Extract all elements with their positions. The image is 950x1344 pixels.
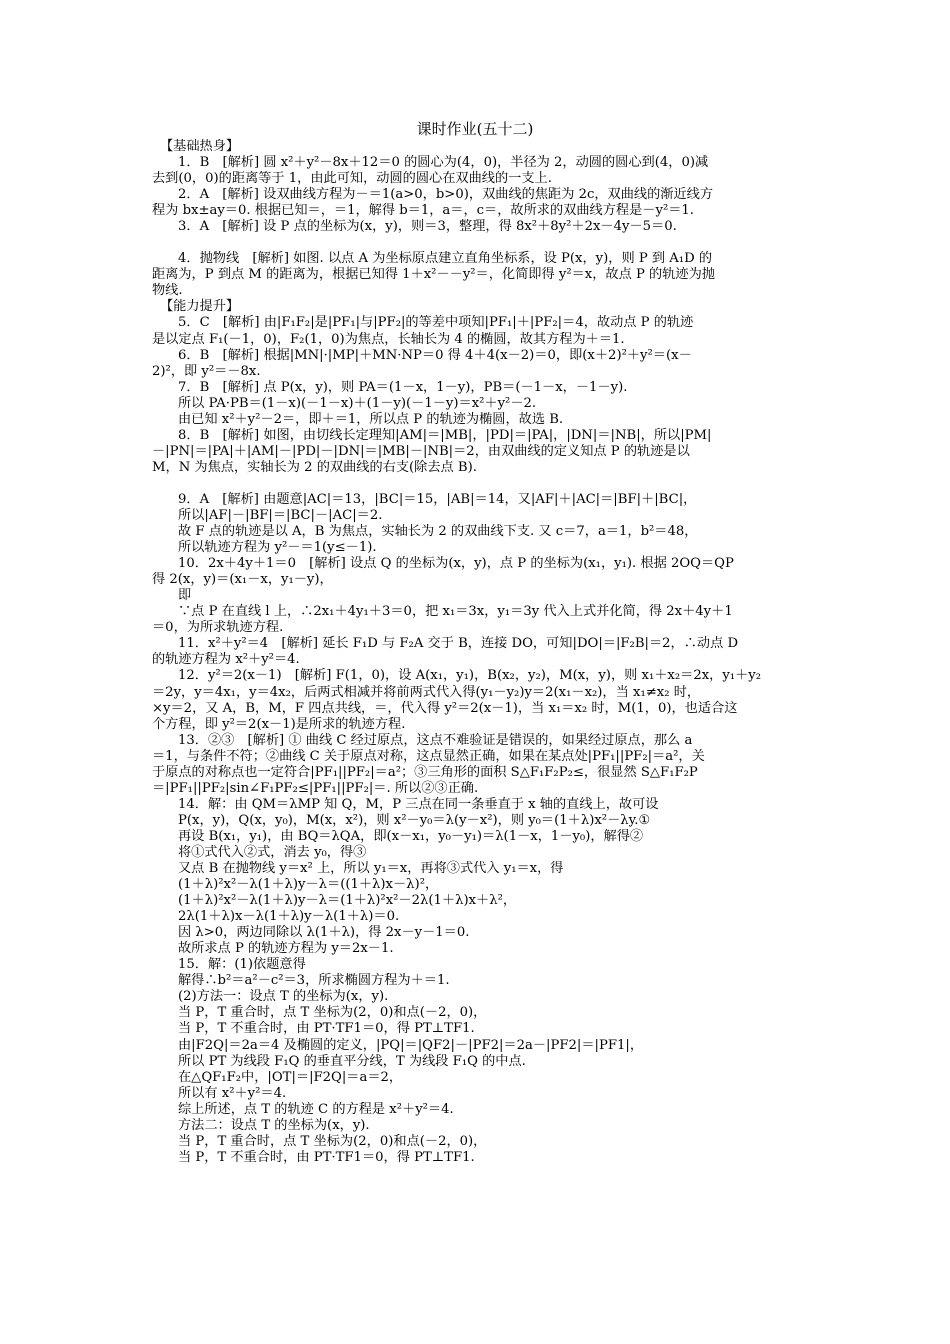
text-line: 程为 bx±ay＝0. 根据已知＝，＝1，解得 b＝1，a＝，c＝，故所求的双曲线方程是－y²＝1.: [152, 203, 694, 219]
text-line: 当 P，T 不重合时，由 PT·TF1＝0，得 PT⊥TF1.: [178, 1149, 475, 1165]
text-line: 3．A [解析] 设 P 点的坐标为(x，y)，则＝3，整理，得 8x²＋8y²＋2x－4y－5＝0.: [178, 219, 677, 235]
text-line: 8．B [解析] 如图，由切线长定理知|AM|＝|MB|，|PD|＝|PA|，|DN|＝|NB|，所以|PM|: [178, 427, 712, 443]
text-line: 2λ(1＋λ)x－λ(1＋λ)y－λ(1＋λ)＝0.: [178, 909, 400, 925]
text-line: 是以定点 F₁(－1，0)，F₂(1，0)为焦点，长轴长为 4 的椭圆，故其方程为＋＝1.: [152, 331, 625, 347]
text-line: (2)方法一：设点 T 的坐标为(x，y).: [178, 989, 389, 1005]
text-line: 在△QF₁F₂中，|OT|＝|F2Q|＝a＝2，: [178, 1069, 403, 1085]
text-line: －|PN|＝|PA|＋|AM|－|PD|－|DN|＝|MB|－|NB|＝2，由双曲线的定义知点 P 的轨迹是以: [152, 443, 690, 459]
text-line: 将①式代入②式，消去 y₀，得③: [178, 844, 367, 860]
text-line: 10．2x＋4y＋1＝0 [解析] 设点 Q 的坐标为(x，y)，点 P 的坐标为(x₁，y₁). 根据 2OQ＝QP: [178, 556, 734, 572]
text-line: ＝|PF₁||PF₂|sin∠F₁PF₂≤|PF₁||PF₂|＝. 所以②③正确.: [152, 780, 479, 796]
section-heading-advanced: 【能力提升】: [160, 299, 240, 315]
text-line: ＝2y，y＝4x₁，y＝4x₂，后两式相减并将前两式代入得(y₁－y₂)y＝2(x₁－x₂)，当 x₁≠x₂ 时，: [152, 684, 701, 700]
text-line: M，N 为焦点，实轴长为 2 的双曲线的右支(除去点 B).: [152, 459, 477, 475]
text-line: 2)²，即 y²＝－8x.: [152, 363, 261, 379]
text-line: 14．解：由 QM＝λMP 知 Q，M，P 三点在同一条垂直于 x 轴的直线上，故可设: [178, 796, 659, 812]
text-line: ＝0，为所求轨迹方程.: [152, 620, 284, 636]
spacer: [152, 235, 812, 251]
text-line: 12．y²＝2(x－1) [解析] F(1，0)，设 A(x₁，y₁)，B(x₂，y₂)，M(x，y)，则 x₁＋x₂＝2x，y₁＋y₂: [178, 668, 762, 684]
text-line: 当 P，T 不重合时，由 PT·TF1＝0，得 PT⊥TF1.: [178, 1021, 475, 1037]
text-line: 当 P，T 重合时，点 T 坐标为(2，0)和点(－2，0)，: [178, 1005, 487, 1021]
text-line: 个方程，即 y²＝2(x－1)是所求的轨迹方程.: [152, 716, 406, 732]
text-line: 距离为，P 到点 M 的距离为，根据已知得 1＋x²－－y²＝，化简即得 y²＝x，故点 P 的轨迹为抛: [152, 267, 715, 283]
text-line: 6．B [解析] 根据|MN|·|MP|＋MN·NP＝0 得 4＋4(x－2)＝0，即(x＋2)²＋y²＝(x－: [178, 347, 692, 363]
text-line: (1＋λ)²x²－λ(1＋λ)y－λ＝((1＋λ)x－λ)²，: [178, 877, 439, 893]
answer-content: [152, 139, 812, 1166]
text-line: 故 F 点的轨迹是以 A，B 为焦点，实轴长为 2 的双曲线下支. 又 c＝7，a＝1，b²＝48，: [178, 524, 698, 540]
text-line: (1＋λ)²x²－λ(1＋λ)y－λ＝(1＋λ)²x²－2λ(1＋λ)x＋λ²，: [178, 893, 517, 909]
text-line: 9．A [解析] 由题意|AC|＝13，|BC|＝15，|AB|＝14，又|AF|＋|AC|＝|BF|＋|BC|，: [178, 491, 697, 507]
text-line: 由|F2Q|＝2a＝4 及椭圆的定义，|PQ|＝|QF2|－|PF2|＝2a－|PF2|＝|PF1|，: [178, 1037, 644, 1053]
text-line: 11．x²＋y²＝4 [解析] 延长 F₁D 与 F₂A 交于 B，连接 DO，可知|DO|＝|F₂B|＝2，∴动点 D: [178, 636, 739, 652]
text-line: 于原点的对称点也一定符合|PF₁||PF₂|＝a²；③三角形的面积 S△F₁F₂P₂≤，很显然 S△F₁F₂P: [152, 764, 698, 780]
text-line: 故所求点 P 的轨迹方程为 y＝2x－1.: [178, 941, 394, 957]
text-line: 1．B [解析] 圆 x²＋y²－8x＋12＝0 的圆心为(4，0)，半径为 2，动圆的圆心到(4，0)减: [178, 155, 709, 171]
text-line: 即: [178, 588, 192, 604]
text-line: P(x，y)，Q(x，y₀)，M(x，x²)，则 x²－y₀＝λ(y－x²)，则 y₀＝(1＋λ)x²－λy.①: [178, 812, 651, 828]
text-line: 15．解：(1)依题意得: [178, 957, 306, 973]
text-line: 再设 B(x₁，y₁)，由 BQ＝λQA，即(x－x₁，y₀－y₁)＝λ(1－x，1－y₀)，解得②: [178, 828, 644, 844]
text-line: 2．A [解析] 设双曲线方程为－＝1(a>0，b>0)，双曲线的焦距为 2c，双曲线的渐近线方: [178, 187, 714, 203]
text-line: ∵点 P 在直线 l 上，∴2x₁＋4y₁＋3＝0，把 x₁＝3x，y₁＝3y 代入上式并化简，得 2x＋4y＋1: [178, 604, 733, 620]
text-line: 4．抛物线 [解析] 如图. 以点 A 为坐标原点建立直角坐标系，设 P(x，y)，则 P 到 A₁D 的: [178, 251, 713, 267]
text-line: 物线.: [152, 283, 183, 299]
text-line: 又点 B 在抛物线 y＝x² 上，所以 y₁＝x，再将③式代入 y₁＝x，得: [178, 861, 564, 877]
section-heading-basic: 【基础热身】: [160, 139, 240, 154]
text-line: 所以 PT 为线段 F₁Q 的垂直平分线，T 为线段 F₁Q 的中点.: [178, 1053, 526, 1069]
text-line: 去到(0，0)的距离等于 1，由此可知，动圆的圆心在双曲线的一支上.: [152, 171, 552, 187]
text-line: 13．②③ [解析] ① 曲线 C 经过原点，这点不难验证是错误的，如果经过原点，那么 a: [178, 732, 693, 748]
text-line: 所以有 x²＋y²＝4.: [178, 1085, 287, 1101]
text-line: ＝1，与条件不符；②曲线 C 关于原点对称，这点显然正确，如果在某点处|PF₁||PF₂|＝a²，关: [152, 748, 705, 764]
text-line: 综上所述，点 T 的轨迹 C 的方程是 x²＋y²＝4.: [178, 1101, 454, 1117]
text-line: ×y＝2，又 A，B，M，F 四点共线，＝，代入得 y²＝2(x－1)，当 x₁＝x₂ 时，M(1，0)，也适合这: [152, 700, 738, 716]
text-line: 得 2(x，y)＝(x₁－x，y₁－y)，: [152, 572, 333, 588]
spacer: [152, 476, 812, 492]
text-line: 方法二：设点 T 的坐标为(x，y).: [178, 1117, 370, 1133]
text-line: 当 P，T 重合时，点 T 坐标为(2，0)和点(－2，0)，: [178, 1133, 487, 1149]
text-line: 解得∴b²＝a²－c²＝3，所求椭圆方程为＋＝1.: [178, 973, 450, 989]
text-line: 由已知 x²＋y²－2＝，即＋＝1，所以点 P 的轨迹为椭圆，故选 B.: [178, 411, 564, 427]
text-line: 所以|AF|－|BF|＝|BC|－|AC|＝2.: [178, 507, 383, 523]
text-line: 所以轨迹方程为 y²－＝1(y≤－1).: [178, 540, 377, 556]
text-line: 5．C [解析] 由|F₁F₂|是|PF₁|与|PF₂|的等差中项知|PF₁|＋|PF₂|＝4，故动点 P 的轨迹: [178, 315, 694, 331]
text-line: 因 λ>0，两边同除以 λ(1＋λ)，得 2x－y－1＝0.: [178, 925, 470, 941]
text-line: 的轨迹方程为 x²＋y²＝4.: [152, 652, 300, 668]
text-line: 所以 PA·PB＝(1－x)(－1－x)＋(1－y)(－1－y)＝x²＋y²－2.: [178, 395, 537, 411]
text-line: 7．B [解析] 点 P(x，y)，则 PA＝(1－x，1－y)，PB＝(－1－x，－1－y).: [178, 379, 628, 395]
page-title: 课时作业(五十二): [416, 120, 534, 138]
